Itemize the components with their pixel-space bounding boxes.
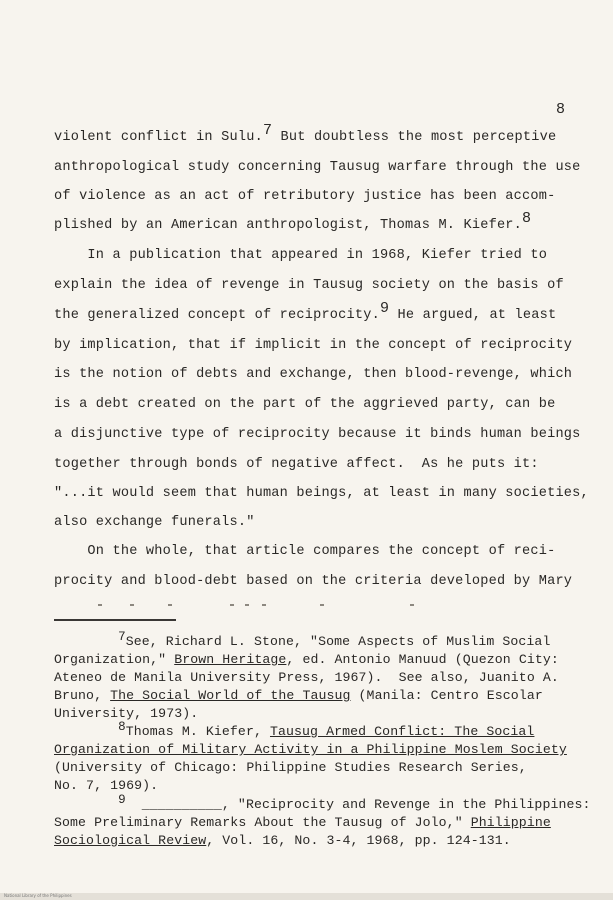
footnote-7-line-3: Ateneo de Manila University Press, 1967). See also, Juanito A. (54, 670, 559, 685)
footnote-8-line-3: (University of Chicago: Philippine Studies Research Series, (54, 760, 527, 775)
body-line-13: "...it would seem that human beings, at least in many societies, (54, 486, 589, 501)
footnote-7-line-2: Organization," Brown Heritage, ed. Antonio Manuud (Quezon City: (54, 652, 559, 667)
body-line-7: the generalized concept of reciprocity.$^9$ He argued, at least (54, 300, 557, 323)
footnote-ref-9: 9 (379, 300, 390, 317)
bleed-through-specks (80, 604, 480, 610)
body-line-5: In a publication that appeared in 1968, Kiefer tried to (54, 248, 548, 263)
body-line-4: plished by an American anthropologist, Thomas M. Kiefer.$^8$ (54, 210, 532, 233)
body-line-2: anthropological study concerning Tausug warfare through the use (54, 160, 581, 175)
footnote-9-line-2: Some Preliminary Remarks About the Tausug of Jolo," Philippine (54, 815, 551, 830)
footnote-number-8: 8 (118, 720, 126, 734)
body-line-3: of violence as an act of retributory justice has been accom- (54, 189, 556, 204)
journal-title-philippine: Philippine (470, 815, 551, 830)
archive-footer-strip: National Library of the Philippines (0, 893, 613, 900)
book-title-brown-heritage: Brown Heritage (174, 652, 287, 667)
footnote-ref-8: 8 (522, 210, 532, 227)
footnote-8-line-2: Organization of Military Activity in a Philippine Moslem Society (54, 742, 567, 757)
book-title-tausug-armed-conflict: Tausug Armed Conflict: The Social (269, 724, 535, 739)
body-line-16: procity and blood-debt based on the criteria developed by Mary (54, 574, 573, 589)
body-line-11: a disjunctive type of reciprocity because it binds human beings (54, 427, 581, 442)
footnote-ref-7: 7 (262, 122, 273, 139)
footnote-divider (54, 619, 176, 621)
body-line-8: by implication, that if implicit in the concept of reciprocity (54, 338, 573, 353)
footnote-9-line-1: $^9$ __________, "Reciprocity and Revenge in the Philippines: (118, 793, 591, 812)
body-line-12: together through bonds of negative affect. As he puts it: (54, 457, 539, 472)
footnote-number-9: 9 (118, 793, 126, 807)
footnote-7-line-5: University, 1973). (54, 706, 199, 721)
footnote-number-7: 7 (118, 630, 126, 644)
footnote-7-line-1: $^7$See, Richard L. Stone, "Some Aspects of Muslim Social (118, 630, 551, 649)
body-line-14: also exchange funerals." (54, 515, 255, 530)
footnote-8-line-4: No. 7, 1969). (54, 778, 159, 793)
body-line-10: is a debt created on the part of the aggrieved party, can be (54, 397, 556, 412)
footnote-8-line-1: $^8$Thomas M. Kiefer, Tausug Armed Conflict: The Social (118, 720, 535, 739)
body-line-9: is the notion of debts and exchange, then blood-revenge, which (54, 367, 573, 382)
journal-title-sociological-review: Sociological Review (54, 833, 207, 848)
body-line-15: On the whole, that article compares the concept of reci- (54, 544, 556, 559)
book-title-social-world: The Social World of the Tausug (110, 688, 351, 703)
body-line-6: explain the idea of revenge in Tausug society on the basis of (54, 278, 564, 293)
footnote-9-line-3: Sociological Review, Vol. 16, No. 3-4, 1968, pp. 124-131. (54, 833, 511, 848)
footnote-7-line-4: Bruno, The Social World of the Tausug (Manila: Centro Escolar (54, 688, 543, 703)
body-line-1: violent conflict in Sulu.$^7$ But doubtless the most perceptive (54, 122, 557, 145)
page-number: 8 (556, 101, 566, 118)
